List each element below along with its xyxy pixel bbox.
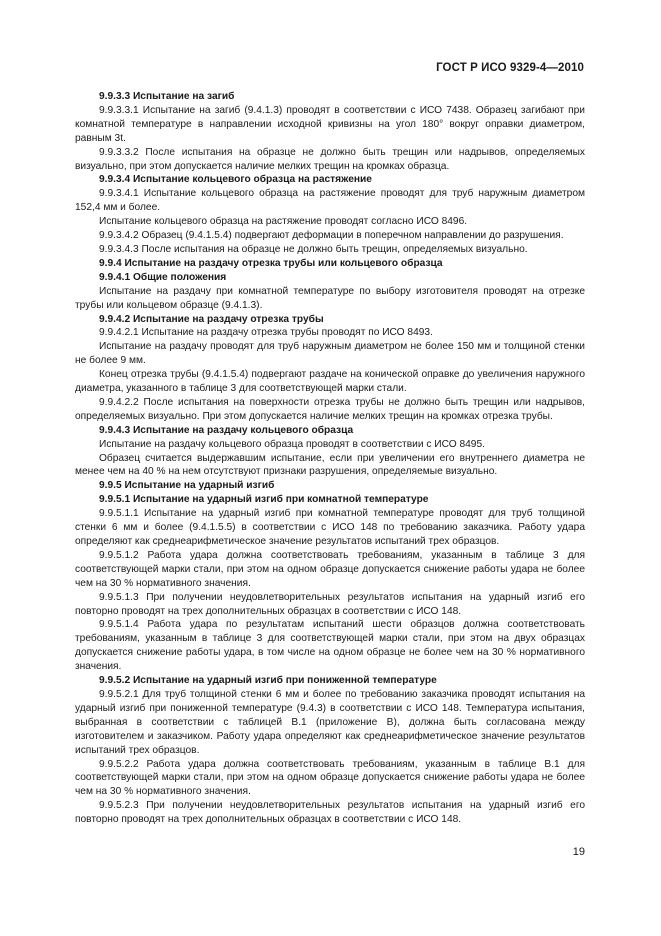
paragraph: 9.9.3.4.3 После испытания на образце не должно быть трещин, определяемых визуально. [99, 243, 528, 255]
paragraph: 9.9.5.1.2 Работа удара должна соответствовать требованиям, указанным в таблице 3 для соответствующей марки стали, при этом на одном образце допускается снижение работы удара не более чем на 30 % нормативного значения. [75, 549, 585, 589]
paragraph: 9.9.3.3.2 После испытания на образце не должно быть трещин или надрывов, определяемых визуально, при этом допускается наличие мелких трещин на кромках образца. [75, 146, 585, 172]
section-heading: 9.9.3.3 Испытание на загиб [99, 91, 235, 102]
paragraph: 9.9.3.4.1 Испытание кольцевого образца на растяжение проводят для труб наружным диаметром 152,4 мм и более. [75, 188, 585, 214]
section-heading: 9.9.4.2 Испытание на раздачу отрезка трубы [99, 313, 324, 325]
paragraph: 9.9.5.2.3 При получении неудовлетворительных результатов испытания на ударный изгиб его повторно проводят на трех дополнительных образцах в соответствии с ИСО 148. [75, 800, 585, 826]
paragraph: Испытание на раздачу кольцевого образца проводят в соответствии с ИСО 8495. [99, 438, 485, 450]
document-code-header: ГОСТ Р ИСО 9329-4—2010 [436, 62, 584, 74]
paragraph: Испытание на раздачу при комнатной температуре по выбору изготовителя проводят на отрезке трубы или кольцевом образце (9.4.1.3). [75, 285, 585, 311]
paragraph: Конец отрезка трубы (9.4.1.5.4) подвергают раздаче на конической оправке до увеличения наружного диаметра, указанного в таблице 3 для соответствующей марки стали. [75, 369, 585, 395]
paragraph: 9.9.4.2.2 После испытания на поверхности отрезка трубы не должно быть трещин или надрывов, определяемых визуально. При этом допускается наличие мелких трещин на кромках отрезка трубы. [75, 396, 585, 422]
paragraph: Образец считается выдержавшим испытание, если при увеличении его внутреннего диаметра не менее чем на 40 % на нем отсутствуют признаки разрушения, определяемые визуально. [75, 452, 585, 478]
paragraph: 9.9.5.1.3 При получении неудовлетворительных результатов испытания на ударный изгиб его повторно проводят на трех дополнительных образцах в соответствии с ИСО 148. [75, 591, 585, 617]
section-heading: 9.9.4.3 Испытание на раздачу кольцевого образца [99, 424, 354, 436]
section-heading: 9.9.3.4 Испытание кольцевого образца на растяжение [99, 174, 372, 186]
paragraph: 9.9.3.3.1 Испытание на загиб (9.4.1.3) проводят в соответствии с ИСО 7438. Образец загибают при комнатной температуре в направлении исходной кривизны на угол 180° вокруг оправки диаметром, равным 3t. [75, 104, 585, 144]
section-heading: 9.9.5 Испытание на ударный изгиб [99, 480, 275, 492]
paragraph: 9.9.5.2.1 Для труб толщиной стенки 6 мм и более по требованию заказчика проводят испытания на ударный изгиб при пониженной температуре (9.4.3) в соответствии с ИСО 148. Температура испытания, выбранная в соответствии с таблицей В.1 (приложение В), должна быть согласована между изготовителем и заказчиком. Работу удара определяют как среднеарифметическое значение результатов испытаний трех образцов. [75, 688, 585, 756]
paragraph: Испытание кольцевого образца на растяжение проводят согласно ИСО 8496. [99, 216, 468, 228]
page-number: 19 [572, 846, 585, 858]
paragraph: Испытание на раздачу проводят для труб наружным диаметром не более 150 мм и толщиной стенки не более 9 мм. [75, 341, 585, 367]
paragraph: 9.9.4.2.1 Испытание на раздачу отрезка трубы проводят по ИСО 8493. [99, 327, 433, 339]
section-heading: 9.9.5.2 Испытание на ударный изгиб при пониженной температуре [99, 675, 437, 687]
section-heading: 9.9.5.1 Испытание на ударный изгиб при комнатной температуре [99, 494, 429, 506]
paragraph: 9.9.5.1.4 Работа удара по результатам испытаний шести образцов должна соответствовать требованиям, указанным в таблице 3 для соответствующей марки стали, при этом на двух образцах допускается снижение работы удара, в том числе на одном образце не более чем на 30 % нормативного значения. [75, 619, 585, 673]
paragraph: 9.9.3.4.2 Образец (9.4.1.5.4) подвергают деформации в поперечном направлении до разрушения. [99, 230, 564, 242]
section-heading: 9.9.4 Испытание на раздачу отрезка трубы или кольцевого образца [99, 257, 443, 269]
paragraph: 9.9.5.1.1 Испытание на ударный изгиб при комнатной температуре проводят для труб толщиной стенки 6 мм и более (9.4.1.5.5) в соответствии с ИСО 148 по требованию заказчика. Работу удара определяют как среднеарифметическое значение результатов испытаний трех образцов. [75, 508, 585, 547]
document-body [75, 90, 585, 827]
section-heading: 9.9.4.1 Общие положения [99, 271, 227, 283]
paragraph: 9.9.5.2.2 Работа удара должна соответствовать требованиям, указанным в таблице В.1 для соответствующей марки стали, при этом на одном образце допускается снижение работы удара не более чем на 30 % нормативного значения. [75, 758, 585, 798]
